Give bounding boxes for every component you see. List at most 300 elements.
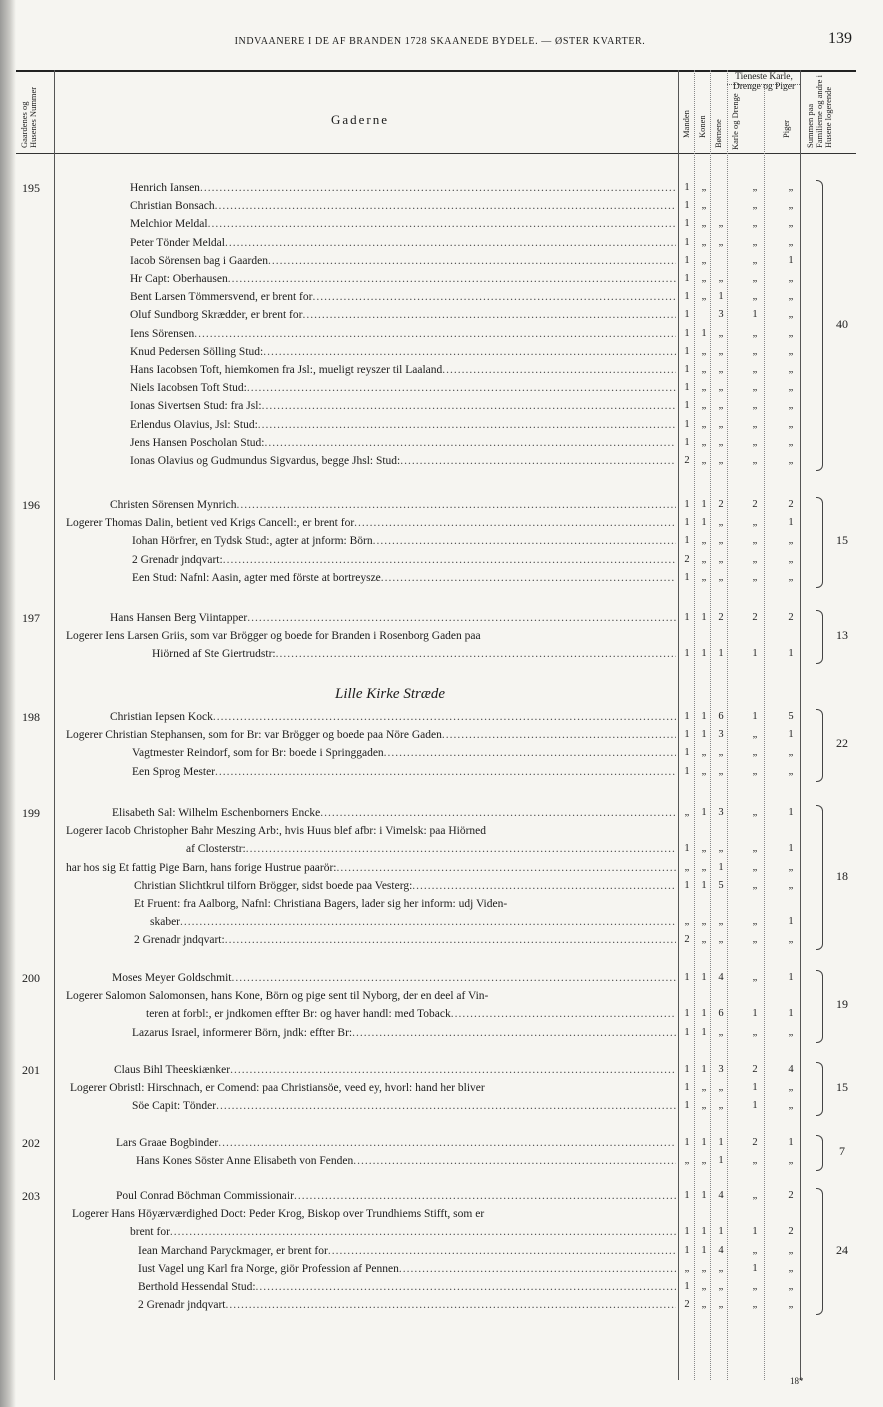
resident-text: Peter Tönder Meldal [130,236,225,249]
count-servants-female: „ [788,1155,794,1167]
resident-text: Et Fruent: fra Aalborg, Nafnl: Christiana Bagers, lader sig her inform: udj Viden- [134,898,508,910]
dot-leader [236,497,676,513]
column-header-servants-female: Piger [781,120,791,138]
resident-entry [152,646,676,662]
column-header-wives: Konen [697,115,707,138]
count-men: 1 [684,273,690,284]
household-total: 15 [836,1080,848,1095]
count-children: 3 [718,309,724,321]
count-servants-male: 1 [752,1226,758,1238]
household-brace [816,1188,823,1315]
count-wives: 1 [701,1137,707,1148]
household-total: 18 [836,868,848,883]
resident-text: Moses Meyer Goldschmit [112,972,232,984]
count-children: „ [718,1262,724,1274]
count-children: „ [718,747,724,759]
count-wives: „ [701,571,707,583]
count-men: 1 [684,236,690,248]
count-servants-male: „ [752,517,758,529]
column-rule [678,70,679,1380]
count-wives: „ [701,236,707,248]
dot-leader [215,764,676,780]
count-servants-male: „ [752,1244,758,1256]
count-men: 1 [684,729,690,741]
resident-text: Logerer Christian Stephansen, som for Br: var Brögger og boede paa Nöre Gaden [66,729,442,742]
dot-leader [264,435,676,451]
count-men: 2 [684,455,690,466]
dot-leader [225,932,676,948]
resident-entry [66,628,676,644]
count-men: 1 [684,1064,690,1075]
count-children: „ [718,345,724,357]
count-men: 1 [684,843,690,855]
resident-text: Lazarus Israel, informerer Börn, jndk: effter Br: [132,1026,353,1039]
count-men: 1 [684,747,690,759]
resident-entry [130,380,676,396]
dot-leader [258,417,676,433]
resident-text: Oluf Sundborg Skrædder, er brent for [130,309,303,322]
dot-leader [507,896,676,912]
count-servants-female: 2 [788,1190,794,1201]
count-servants-male: „ [752,861,758,873]
count-wives: „ [701,1100,707,1112]
count-wives: „ [701,291,707,303]
count-servants-female: „ [788,1262,794,1274]
resident-text: Christian Bonsach [130,200,215,213]
count-servants-male: „ [752,879,758,891]
count-wives: „ [701,200,707,212]
house-number: 196 [22,498,40,512]
count-wives: „ [701,843,707,855]
count-wives: 1 [701,648,707,660]
dot-leader [247,380,676,396]
resident-text: Erlendus Olavius, Jsl: Stud: [130,418,258,431]
count-men: 1 [684,200,690,212]
dot-leader [247,610,676,626]
count-wives: „ [701,765,707,777]
count-children: „ [718,273,724,284]
count-servants-female: „ [788,553,794,565]
count-servants-female: „ [788,273,794,284]
household-total: 15 [836,533,848,548]
resident-text: Logerer Salomon Salomonsen, hans Kone, Börn og pige sent til Nyborg, der en deel af Vin- [66,990,489,1003]
count-children: 1 [718,861,724,873]
count-servants-female: „ [788,1100,794,1112]
resident-entry [134,932,676,948]
count-children: „ [718,934,724,946]
dot-leader [216,1098,676,1114]
count-servants-male: „ [752,843,758,855]
resident-entry [110,497,676,513]
count-men: „ [684,916,690,928]
count-servants-male: „ [752,236,758,248]
resident-entry [110,610,676,626]
count-wives: 1 [701,1244,707,1256]
dot-leader [213,709,676,725]
dot-leader [481,628,676,644]
count-wives: 1 [701,517,707,529]
count-men: 1 [684,436,690,448]
dot-leader [215,198,676,214]
count-servants-female: „ [788,236,794,248]
count-men: 1 [684,571,690,583]
dot-leader [373,533,676,549]
count-men: „ [684,1155,690,1167]
resident-entry [66,860,676,876]
resident-entry [66,727,676,743]
resident-text: Christian Slichtkrul tilforn Brögger, sidst boede paa Vesterg: [134,879,413,892]
column-header-servants-group: Tieneste Karle, Drenge og Piger [732,72,796,92]
household-brace [816,610,823,664]
dot-leader [400,453,676,469]
count-wives: „ [701,436,707,448]
resident-text: Bent Larsen Tömmersvend, er brent for [130,291,313,304]
resident-entry [130,398,676,414]
count-servants-male: 1 [752,648,758,660]
count-servants-female: „ [788,747,794,759]
resident-text: Logerer Hans Höyærværdighed Doct: Peder Krog, Biskop over Trundhiems Stifft, som er [72,1208,485,1221]
count-servants-female: „ [788,571,794,583]
resident-entry [130,289,676,305]
count-servants-male: „ [752,729,758,741]
dot-leader [262,398,676,414]
count-servants-female: „ [788,327,794,339]
dot-leader [256,1279,676,1295]
household-total: 19 [836,997,848,1012]
count-servants-male: „ [752,291,758,303]
dot-leader [194,326,676,342]
dot-leader [208,216,676,232]
count-wives: „ [701,1082,707,1094]
count-men: 1 [684,1281,690,1292]
resident-entry [130,362,676,378]
resident-entry [72,1206,676,1222]
resident-text: Lars Graae Bogbinder [116,1137,219,1149]
dot-leader [294,1188,676,1204]
count-men: 1 [684,879,690,891]
count-children: „ [718,382,724,394]
dot-leader [228,271,676,287]
count-children: 3 [718,729,724,741]
resident-entry [130,253,676,269]
resident-text: Elisabeth Sal: Wilhelm Eschenborners Encke [112,807,321,819]
house-number: 201 [22,1063,40,1077]
running-title: INDVAANERE I DE AF BRANDEN 1728 SKAANEDE BYDELE. — ØSTER KVARTER. [234,36,646,47]
count-servants-male: „ [752,1190,758,1201]
resident-entry [130,326,676,342]
count-children: „ [718,400,724,412]
household-brace [816,709,823,782]
count-wives: „ [701,400,707,412]
count-wives: „ [701,182,707,193]
count-men: 1 [684,327,690,339]
count-servants-female: 1 [788,807,794,818]
resident-entry [70,1080,676,1096]
dot-leader [218,1135,676,1151]
resident-text: Hiörned af Ste Giertrudstr: [152,648,276,661]
count-servants-male: 2 [752,499,758,510]
page-binding-shadow [0,0,16,1407]
count-servants-female: „ [788,291,794,303]
count-servants-male: 1 [752,711,758,722]
resident-entry [130,271,676,287]
resident-entry [66,823,676,839]
column-rule [764,84,765,1380]
count-men: 2 [684,1299,690,1311]
count-servants-male: 2 [752,612,758,623]
resident-entry [112,805,676,821]
resident-entry [132,1098,676,1114]
dot-leader [442,362,676,378]
count-children: 2 [718,499,724,510]
page-number: 139 [828,30,852,47]
count-servants-female: „ [788,879,794,891]
dot-leader [442,727,676,743]
count-children: „ [718,327,724,339]
dot-leader [352,1025,676,1041]
count-children: 1 [718,1155,724,1167]
dot-leader [312,289,676,305]
count-children: 3 [718,807,724,818]
dot-leader [485,1080,676,1096]
count-servants-male: „ [752,535,758,547]
count-servants-male: „ [752,571,758,583]
count-men: 1 [684,1082,690,1094]
resident-text: Poul Conrad Böchman Commissionair [116,1190,294,1202]
resident-text: Ionas Olavius og Gudmundus Sigvardus, begge Jhsl: Stud: [130,455,401,467]
resident-entry [134,878,676,894]
resident-entry [110,709,676,725]
column-header-total: Summen paa Familierne og andre i Husene logerende [805,75,833,148]
count-servants-male: 1 [752,1100,758,1112]
resident-entry [150,914,676,930]
count-children: 1 [718,291,724,303]
resident-entry [130,417,676,433]
resident-text: Iust Vagel ung Karl fra Norge, giör Profession af Pennen [138,1262,399,1275]
resident-entry [186,841,676,857]
count-wives: 1 [701,1190,707,1201]
count-servants-male: „ [752,273,758,284]
resident-entry [130,180,676,196]
resident-text: Een Sprog Mester [132,765,216,778]
count-men: 1 [684,400,690,412]
column-header-men: Manden [681,110,691,138]
count-children: 2 [718,612,724,623]
household-brace [816,497,823,588]
column-header-children: Børnene [713,119,723,148]
count-children: 4 [718,972,724,983]
count-servants-male: „ [752,972,758,983]
resident-entry [146,1006,676,1022]
resident-entry [136,1153,676,1169]
count-servants-male: „ [752,400,758,412]
dot-leader [353,1153,676,1169]
count-men: 1 [684,1226,690,1238]
household-total: 13 [836,628,848,643]
count-wives: „ [701,1281,707,1292]
household-total: 40 [836,316,848,331]
count-servants-male: „ [752,1281,758,1292]
count-wives: „ [701,1299,707,1311]
dot-leader [328,1243,676,1259]
count-wives: „ [701,1262,707,1274]
count-servants-female: „ [788,182,794,193]
resident-text: har hos sig Et fattig Pige Barn, hans forige Hustrue paarör: [66,861,337,874]
count-men: 1 [684,345,690,357]
dot-leader [337,860,676,876]
count-men: 1 [684,711,690,722]
count-servants-male: 2 [752,1064,758,1075]
count-servants-female: 1 [788,1008,794,1020]
count-servants-male: „ [752,1299,758,1311]
count-servants-female: „ [788,436,794,448]
count-men: 1 [684,648,690,660]
resident-entry [66,515,676,531]
count-men: „ [684,807,690,818]
resident-entry [130,1224,676,1240]
count-servants-female: „ [788,1299,794,1311]
signature-mark: 18* [790,1376,804,1386]
count-men: 1 [684,1190,690,1201]
count-servants-male: 1 [752,1082,758,1094]
count-men: 1 [684,517,690,529]
column-rule [694,70,695,1380]
count-men: 1 [684,535,690,547]
resident-entry [130,307,676,323]
count-servants-female: 1 [788,517,794,529]
resident-text: Melchior Meldal [130,218,208,231]
resident-text: Henrich Iansen [130,182,200,194]
count-servants-male: „ [752,455,758,466]
resident-text: Ionas Sivertsen Stud: fra Jsl: [130,400,262,413]
resident-text: Jens Hansen Poscholan Stud: [130,436,265,449]
count-servants-female: „ [788,1026,794,1038]
count-children: „ [718,916,724,928]
count-children: 1 [718,1137,724,1148]
resident-entry [112,970,676,986]
count-servants-female: 2 [788,612,794,623]
count-servants-female: 4 [788,1064,794,1075]
count-men: 1 [684,612,690,623]
count-men: 1 [684,291,690,303]
resident-entry [130,235,676,251]
resident-text: teren at forbl:, er jndkomen effter Br: og haver handl: med Toback [146,1008,451,1021]
count-servants-female: „ [788,218,794,230]
resident-entry [114,1062,676,1078]
count-wives: „ [701,747,707,759]
count-wives: 1 [701,711,707,722]
resident-entry [116,1188,676,1204]
count-servants-male: „ [752,553,758,565]
count-children: 6 [718,1008,724,1020]
count-children: „ [718,517,724,529]
count-men: 1 [684,765,690,777]
count-wives: „ [701,364,707,375]
dot-leader [246,841,676,857]
count-children: „ [718,1299,724,1311]
count-men: 1 [684,1100,690,1112]
count-servants-male: „ [752,916,758,928]
count-servants-male: 1 [752,309,758,321]
resident-entry [138,1297,676,1313]
count-servants-female: „ [788,382,794,394]
dot-leader [226,1297,677,1313]
resident-entry [66,988,676,1004]
resident-text: Iohan Hörfrer, en Tydsk Stud:, agter at jnform: Börn [132,535,373,548]
count-servants-male: „ [752,345,758,357]
resident-entry [130,344,676,360]
count-servants-male: 1 [752,1262,758,1274]
dot-leader [263,344,676,360]
resident-text: Logerer Obristl: Hirschnach, er Comend: paa Christiansöe, veed ey, hvorl: hand her bliver [70,1082,485,1095]
count-men: 2 [684,553,690,565]
resident-entry [130,198,676,214]
column-header-servants-male: Karle og Drenge [730,93,740,150]
count-servants-female: „ [788,418,794,430]
dot-leader [399,1261,676,1277]
count-servants-female: „ [788,1281,794,1292]
count-wives: 1 [701,807,707,818]
count-wives: „ [701,382,707,394]
count-servants-female: 1 [788,254,794,266]
house-number: 198 [22,710,40,724]
count-servants-male: „ [752,218,758,230]
column-header-house: Gaardenes og Husenes Nummer [19,86,38,148]
count-men: 1 [684,218,690,230]
dot-leader [451,1006,676,1022]
resident-text: Logerer Iacob Christopher Bahr Meszing Arb:, hvis Huus blef afbr: i Vimelsk: paa Hiörned [66,825,487,838]
count-servants-female: „ [788,455,794,466]
count-children: „ [718,535,724,547]
count-children: „ [718,1100,724,1112]
count-men: 1 [684,1137,690,1148]
resident-entry [132,745,676,761]
count-servants-female: „ [788,200,794,212]
count-wives: 1 [701,729,707,741]
count-servants-female: 5 [788,711,794,722]
count-servants-female: „ [788,345,794,357]
count-children: 5 [718,879,724,891]
count-servants-female: 1 [788,843,794,855]
household-brace [816,180,823,471]
count-servants-male: „ [752,200,758,212]
dot-leader [230,1062,676,1078]
household-brace [816,805,823,950]
count-wives: 1 [701,612,707,623]
household-total: 24 [836,1242,848,1257]
resident-entry [132,764,676,780]
resident-entry [134,896,676,912]
count-servants-male: „ [752,327,758,339]
count-children: „ [718,418,724,430]
house-number: 203 [22,1189,40,1203]
dot-leader [412,878,676,894]
dot-leader [268,253,676,269]
count-servants-male: „ [752,436,758,448]
count-servants-female: „ [788,400,794,412]
resident-entry [132,552,676,568]
resident-entry [130,435,676,451]
resident-text: Niels Iacobsen Toft Stud: [130,382,247,395]
count-wives: „ [701,218,707,230]
column-rule [54,70,55,1380]
resident-text: skaber [150,916,181,929]
count-servants-female: „ [788,1082,794,1094]
dot-leader [381,570,676,586]
count-children: „ [718,236,724,248]
count-children: 1 [718,1226,724,1238]
resident-text: 2 Grenadr jndqvart: [134,934,225,947]
